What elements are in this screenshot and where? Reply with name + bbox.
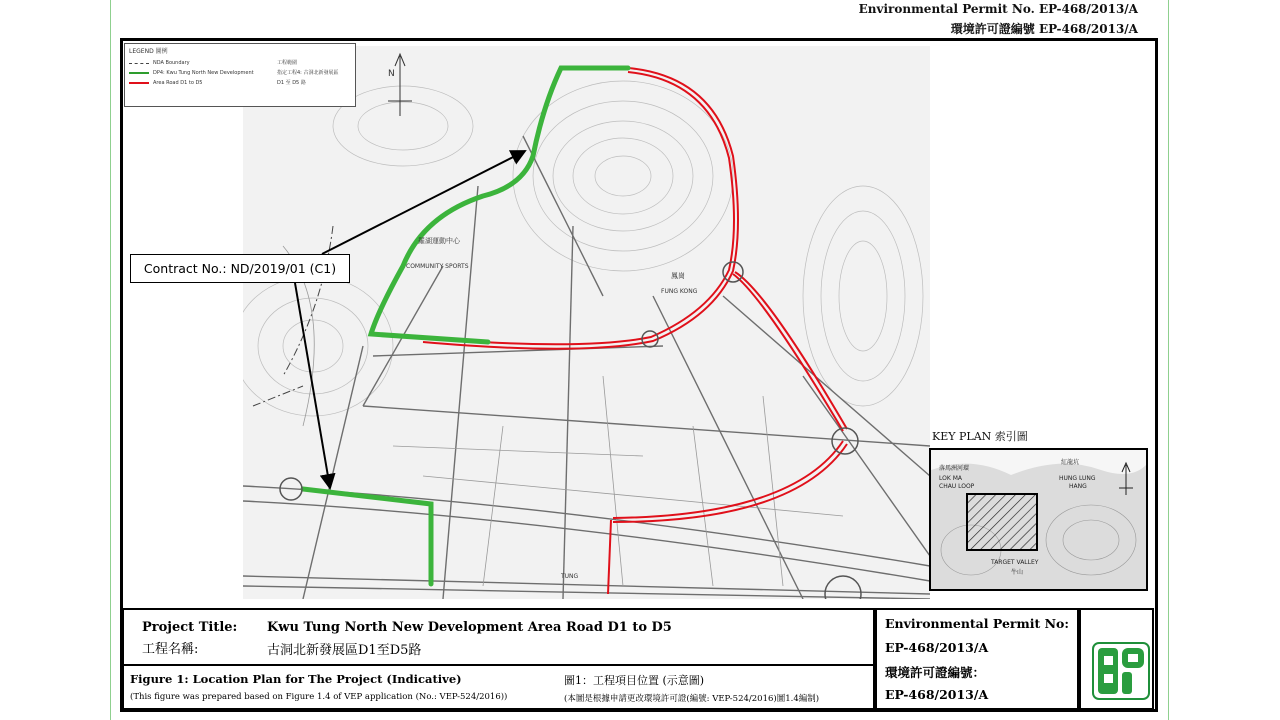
kp-label-chau-loop: CHAU LOOP [939, 483, 975, 490]
legend-label: Area Road D1 to D5 [153, 80, 203, 86]
map-legend [124, 43, 356, 107]
contract-callout: Contract No.: ND/2019/01 (C1) [130, 254, 350, 283]
project-title-cell [122, 608, 875, 666]
permit-cell [875, 608, 1079, 710]
title-block [122, 608, 1154, 710]
figure-title-zh: 圖1：工程項目位置 (示意圖) [564, 674, 705, 687]
permit-label: Environmental Permit No: [885, 616, 1069, 631]
figure-title: Figure 1: Location Plan for The Project (Indicative) [130, 672, 462, 686]
kp-label-hang: HANG [1069, 483, 1087, 490]
project-title-label: Project Title: [142, 620, 238, 635]
kp-label-target-valley-zh: 牛山 [1011, 569, 1024, 576]
header-permit-en: Environmental Permit No. EP-468/2013/A [858, 2, 1138, 16]
permit-label-zh: 環境許可證編號： [885, 665, 986, 680]
label-community-sports-zh: 羅湖運動中心 [418, 237, 460, 245]
kp-label-target-valley: TARGET VALLEY [991, 559, 1039, 566]
legend-swatch-dp4 [129, 72, 149, 74]
label-fung-kong: FUNG KONG [661, 288, 698, 295]
north-label: N [388, 69, 395, 79]
legend-item-nda-boundary [129, 59, 190, 67]
key-plan-graphic [931, 450, 1146, 589]
legend-label: DP4: Kwu Tung North New Development [153, 70, 254, 76]
label-tung: TUNG [561, 573, 579, 580]
legend-label-zh: D1 至 D5 路 [277, 80, 306, 86]
legend-item-dp4 [129, 69, 254, 77]
key-plan-title: KEY PLAN 索引圖 [932, 430, 1028, 443]
legend-label-zh: 工程範圍 [277, 60, 298, 66]
key-plan-project-area [967, 494, 1037, 550]
legend-label: NDA Boundary [153, 60, 190, 66]
legend-title: LEGEND 圖例 [129, 48, 168, 55]
callout-arrow-south [295, 283, 330, 488]
callout-arrow-north [322, 151, 525, 254]
project-title-zh: 古洞北新發展區D1至D5路 [267, 643, 422, 658]
legend-label-zh: 指定工程4: 古洞北新發展區 [277, 70, 339, 76]
figure-note: (This figure was prepared based on Figure 1.4 of VEP application (No.: VEP-524/2016)) [130, 692, 508, 702]
figure-title-cell [122, 664, 875, 710]
kp-label-hung-lung: HUNG LUNG [1059, 475, 1096, 482]
figure-note-zh: (本圖是根據申請更改環境許可證(編號: VEP-524/2016)圖1.4編制) [564, 694, 820, 704]
label-fung-kong-zh: 鳳崗 [671, 272, 685, 280]
legend-swatch-road [129, 82, 149, 84]
kp-label-lok-ma-chau-zh: 落馬洲河環 [939, 465, 970, 472]
label-community-sports: COMMUNITY SPORTS [406, 263, 469, 270]
legend-item-road [129, 79, 203, 87]
kp-label-lok-ma: LOK MA [939, 475, 962, 482]
legend-swatch-nda [129, 63, 149, 64]
epd-logo-icon [1092, 642, 1150, 700]
permit-number-2: EP-468/2013/A [885, 687, 989, 702]
key-plan-map [929, 448, 1148, 591]
permit-number: EP-468/2013/A [885, 640, 989, 655]
kp-label-hung-lung-zh: 紅龍坑 [1061, 459, 1080, 466]
project-title: Kwu Tung North New Development Area Road D1 to D5 [267, 620, 672, 635]
header-permit-zh: 環境許可證編號 EP-468/2013/A [950, 22, 1138, 36]
project-title-label-zh: 工程名稱: [142, 642, 199, 657]
